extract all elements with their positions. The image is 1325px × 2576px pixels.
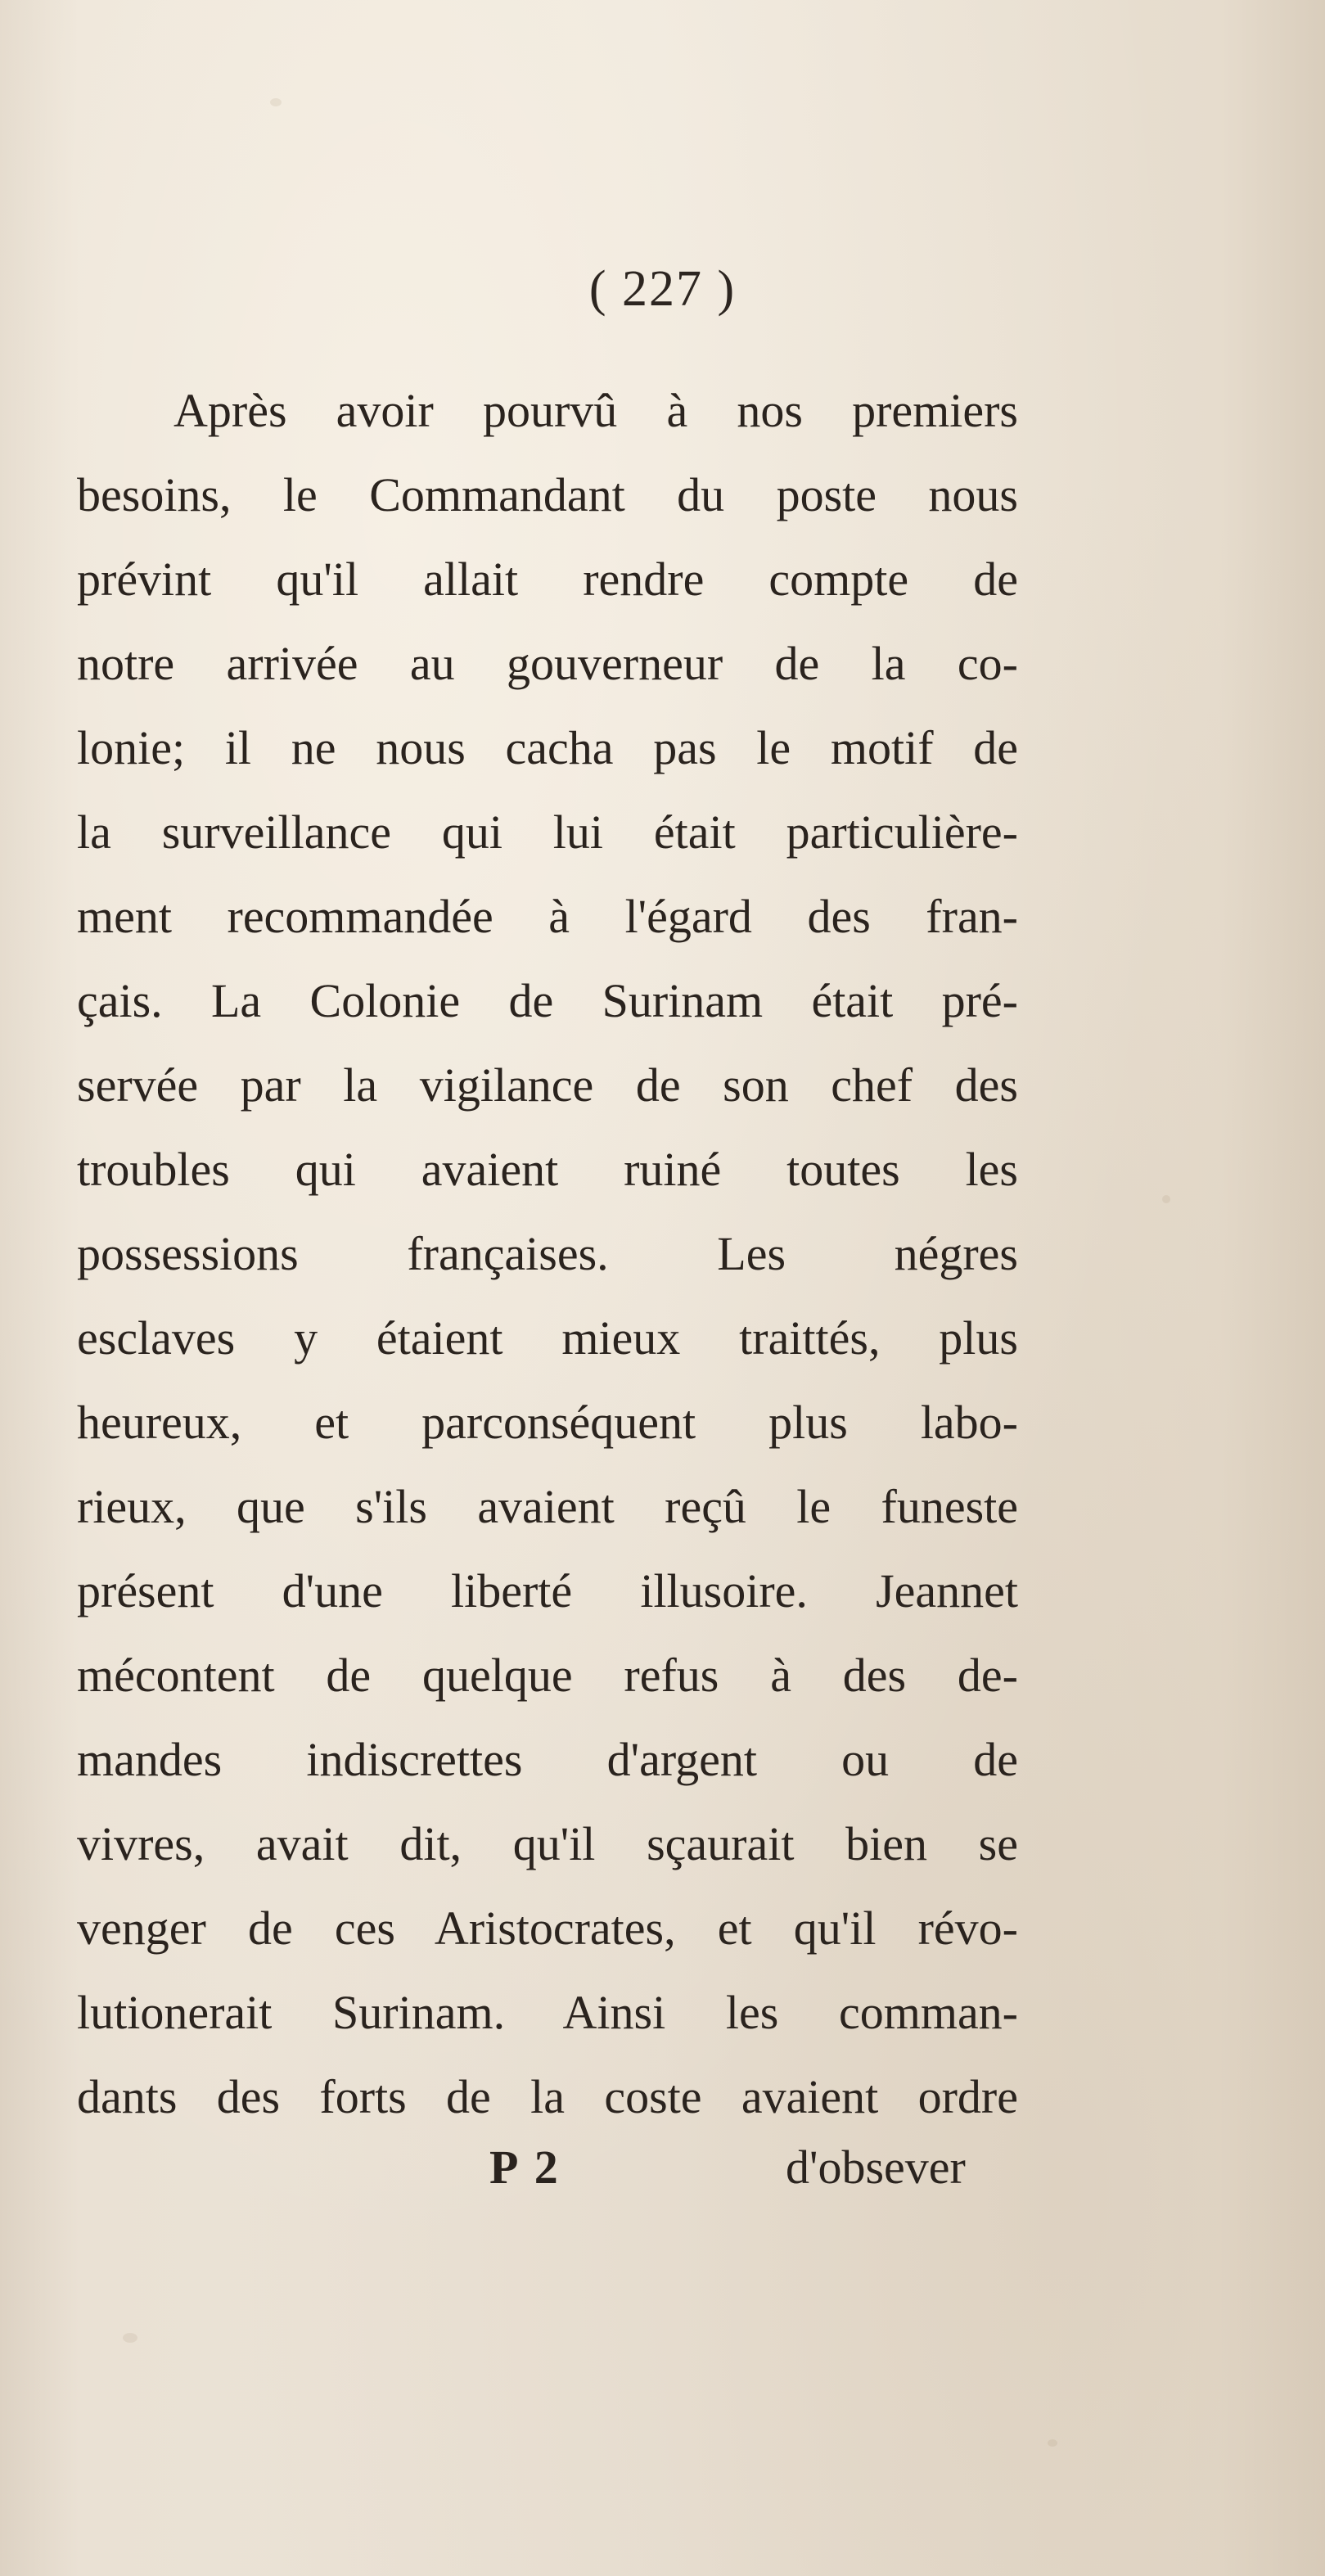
signature-mark: P 2 (489, 2141, 561, 2194)
text-line: mécontent de quelque refus à des de- (77, 1649, 1018, 1702)
text-line: mandes indiscrettes d'argent ou de (77, 1733, 1018, 1786)
text-line: ment recommandée à l'égard des fran- (77, 890, 1018, 943)
text-line: la surveillance qui lui était particulière- (77, 805, 1018, 859)
text-line: çais. La Colonie de Surinam était pré- (77, 974, 1018, 1027)
text-line: notre arrivée au gouverneur de la co- (77, 637, 1018, 690)
paper-spot (1048, 2439, 1057, 2447)
text-line: lutionerait Surinam. Ainsi les comman- (77, 1986, 1018, 2039)
text-line: Après avoir pourvû à nos premiers (174, 384, 1018, 437)
catchword: d'obsever (786, 2141, 966, 2194)
text-line: dants des forts de la coste avaient ordre (77, 2070, 1018, 2123)
text-line: lonie; il ne nous cacha pas le motif de (77, 721, 1018, 774)
text-line: présent d'une liberté illusoire. Jeannet (77, 1564, 1018, 1617)
text-line: possessions françaises. Les négres (77, 1227, 1018, 1280)
text-line: besoins, le Commandant du poste nous (77, 468, 1018, 521)
text-line: servée par la vigilance de son chef des (77, 1058, 1018, 1112)
paper-spot (1162, 1195, 1170, 1203)
text-line: troubles qui avaient ruiné toutes les (77, 1143, 1018, 1196)
text-line: rieux, que s'ils avaient reçû le funeste (77, 1480, 1018, 1533)
text-line: esclaves y étaient mieux traittés, plus (77, 1311, 1018, 1365)
text-line: venger de ces Aristocrates, et qu'il révo- (77, 1902, 1018, 1955)
page-number: ( 227 ) (588, 261, 737, 317)
text-line: vivres, avait dit, qu'il sçaurait bien se (77, 1817, 1018, 1870)
paper-spot (123, 2333, 137, 2343)
text-line: heureux, et parconséquent plus labo- (77, 1396, 1018, 1449)
paper-spot (270, 98, 282, 106)
text-line: prévint qu'il allait rendre compte de (77, 553, 1018, 606)
